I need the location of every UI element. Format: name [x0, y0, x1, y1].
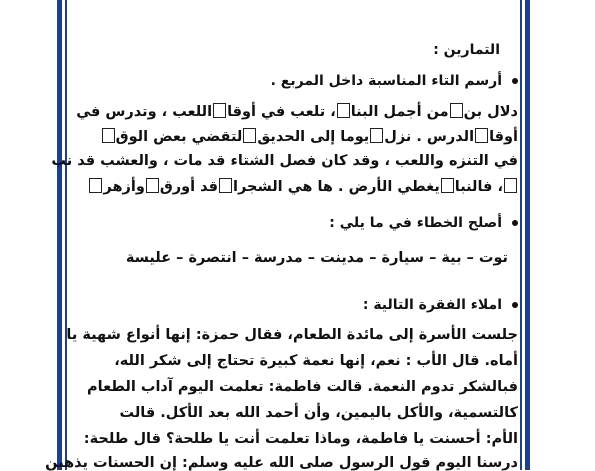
bullet-icon: [512, 302, 518, 308]
answer-box[interactable]: [450, 103, 463, 118]
answer-box[interactable]: [370, 128, 383, 143]
exercise2-instruction: [70, 215, 518, 231]
exercise3-line1: جلست الأسرة إلى مائدة الطعام، فقال حمزة: إنها أنواع شهية يا: [66, 327, 518, 343]
bullet-icon: [512, 78, 518, 84]
exercise1-line1: [70, 103, 518, 120]
exercise3-line5: الأم: أحسنت يا فاطمة، وماذا تعلمت أنت يا طلحة؟ قال طلحة:: [83, 431, 518, 447]
worksheet-page: [45, 0, 518, 471]
answer-box[interactable]: [337, 103, 350, 118]
exercise1-line4: [70, 178, 518, 195]
exercise3-line6: درسنا اليوم قول الرسول صلى الله عليه وسلم: إن الحسنات يذهبن: [45, 455, 518, 471]
bullet-icon: [512, 220, 518, 226]
exercise1-line2: [70, 128, 518, 145]
line4-seg1: ، فالنبا: [454, 179, 503, 195]
line4-seg4: وأزهر: [103, 179, 145, 195]
exercise3-line3: فبالشكر تدوم النعمة. قالت فاطمة: تعلمت اليوم آداب الطعام: [87, 379, 518, 395]
line2-seg1: أوقا: [489, 129, 518, 145]
answer-box[interactable]: [146, 178, 159, 193]
answer-box[interactable]: [243, 128, 256, 143]
answer-box[interactable]: [89, 178, 102, 193]
answer-box[interactable]: [213, 103, 226, 118]
answer-box[interactable]: [504, 178, 517, 193]
exercise1-instruction-text: أرسم التاء المناسبة داخل المربع .: [270, 73, 502, 89]
exercise3-instruction-text: املاء الفقرة التالية :: [362, 297, 502, 313]
exercise2-instruction-text: أصلح الخطاء في ما يلي :: [329, 215, 502, 231]
answer-box[interactable]: [102, 128, 115, 143]
exercises-heading: التمارين :: [433, 42, 500, 58]
line2-seg4: لتقضي بعض الوق: [115, 129, 243, 145]
line1-seg3: ، تلعب في أوقا: [227, 104, 336, 120]
exercise1-instruction: [70, 73, 518, 89]
line4-seg3: قد أورق: [159, 179, 219, 195]
exercise3-line2: أماه. قال الأب : نعم، إنها نعمة كبيرة تحتاج إلى شكر الله،: [114, 353, 518, 369]
line4-seg2: يغطي الأرض . ها هي الشجرا: [233, 179, 440, 195]
line1-seg2: من أجمل البنا: [350, 104, 449, 120]
page-border-left: [57, 0, 62, 470]
exercise3-instruction: [70, 297, 518, 313]
answer-box[interactable]: [441, 178, 454, 193]
line2-seg3: يوما إلى الحديق: [257, 129, 370, 145]
exercise1-line3: في التنزه واللعب ، وقد كان فصل الشتاء قد مات ، والعشب قد نب: [51, 153, 518, 169]
page-border-right: [525, 0, 530, 470]
line1-seg1: دلال بن: [463, 104, 518, 120]
exercise2-words: توت – بية – سيارة – مدينت – مدرسة – انتصرة – عليسة: [125, 250, 508, 266]
answer-box[interactable]: [219, 178, 232, 193]
page-border-left-inner: [65, 0, 67, 470]
line2-seg2: الدرس . نزل: [384, 129, 475, 145]
page-border-right-inner: [520, 0, 522, 470]
line1-seg4: اللعب ، وتدرس في: [76, 104, 213, 120]
answer-box[interactable]: [475, 128, 488, 143]
exercise3-line4: كالتسمية، والأكل باليمين، وأن أحمد الله بعد الأكل. قالت: [119, 405, 518, 421]
